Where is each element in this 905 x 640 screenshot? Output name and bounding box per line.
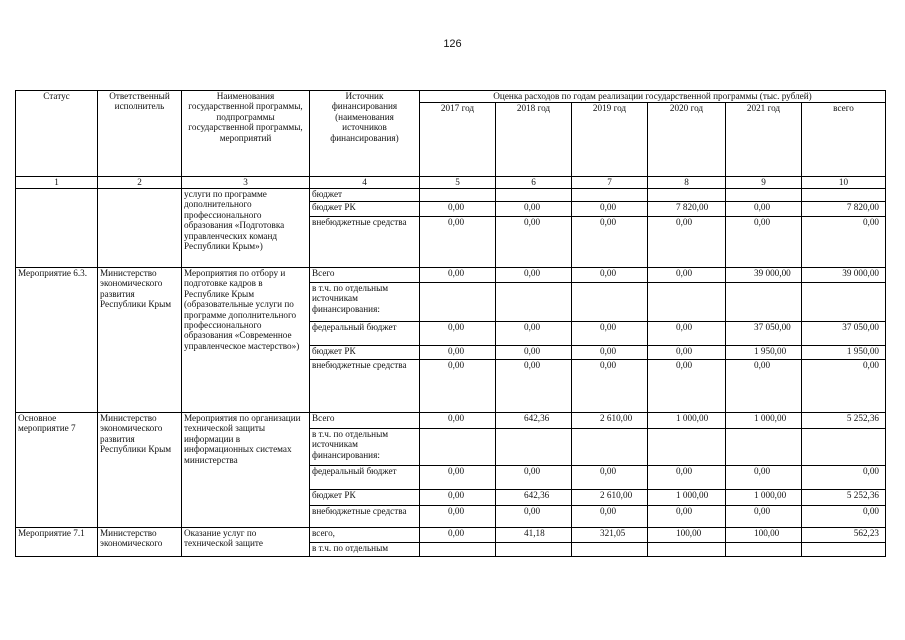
year-value-cell: [648, 543, 726, 557]
year-value-cell: 0,00: [420, 346, 496, 360]
header-year: 2019 год: [572, 103, 648, 177]
table-row: [16, 189, 886, 202]
year-value-cell: 100,00: [726, 528, 802, 543]
funding-source-cell: в т.ч. по отдельным: [310, 543, 420, 557]
total-value-cell: 7 820,00: [802, 202, 886, 217]
year-value-cell: 0,00: [726, 202, 802, 217]
year-value-cell: 0,00: [420, 413, 496, 429]
year-value-cell: 0,00: [572, 506, 648, 528]
column-index: 5: [420, 177, 496, 189]
year-value-cell: 0,00: [420, 466, 496, 490]
year-value-cell: 41,18: [496, 528, 572, 543]
year-value-cell: 0,00: [648, 217, 726, 268]
year-value-cell: 0,00: [420, 202, 496, 217]
funding-source-cell: всего,: [310, 528, 420, 543]
header-year: 2017 год: [420, 103, 496, 177]
year-value-cell: 0,00: [726, 466, 802, 490]
header-estimate: Оценка расходов по годам реализации государственной программы (тыс. рублей): [420, 91, 886, 103]
year-value-cell: 0,00: [572, 346, 648, 360]
column-index: 1: [16, 177, 98, 189]
executor-cell: [98, 189, 182, 268]
column-index: 10: [802, 177, 886, 189]
funding-source-cell: Всего: [310, 413, 420, 429]
total-value-cell: 37 050,00: [802, 322, 886, 346]
executor-cell: Министерство экономического: [98, 528, 182, 557]
total-value-cell: 1 950,00: [802, 346, 886, 360]
funding-source-cell: в т.ч. по отдельным источникам финансирования:: [310, 429, 420, 466]
header-name: Наименования государственной программы, подпрограммы государственной программы, мероприятий: [182, 91, 310, 177]
total-value-cell: 5 252,36: [802, 413, 886, 429]
column-index-row: [16, 177, 886, 189]
year-value-cell: 37 050,00: [726, 322, 802, 346]
year-value-cell: [726, 543, 802, 557]
year-value-cell: 0,00: [648, 466, 726, 490]
year-value-cell: 1 000,00: [648, 490, 726, 506]
year-value-cell: [420, 283, 496, 322]
funding-source-cell: внебюджетные средства: [310, 506, 420, 528]
header-year: 2020 год: [648, 103, 726, 177]
year-value-cell: [496, 543, 572, 557]
year-value-cell: 0,00: [420, 217, 496, 268]
year-value-cell: 0,00: [572, 268, 648, 283]
funding-source-cell: бюджет РК: [310, 202, 420, 217]
year-value-cell: 0,00: [648, 360, 726, 413]
total-value-cell: [802, 189, 886, 202]
status-cell: [16, 189, 98, 268]
status-cell: Мероприятие 7.1: [16, 528, 98, 557]
year-value-cell: 0,00: [496, 217, 572, 268]
total-value-cell: 0,00: [802, 466, 886, 490]
year-value-cell: 100,00: [648, 528, 726, 543]
executor-cell: Министерство экономического развития Республики Крым: [98, 413, 182, 528]
year-value-cell: [648, 429, 726, 466]
header-total: всего: [802, 103, 886, 177]
funding-source-cell: бюджет РК: [310, 346, 420, 360]
total-value-cell: 39 000,00: [802, 268, 886, 283]
year-value-cell: [496, 189, 572, 202]
year-value-cell: 0,00: [496, 268, 572, 283]
header-source: Источник финансирования (наименования источников финансирования): [310, 91, 420, 177]
year-value-cell: 0,00: [648, 506, 726, 528]
total-value-cell: 0,00: [802, 360, 886, 413]
year-value-cell: 1 000,00: [726, 413, 802, 429]
year-value-cell: 1 000,00: [648, 413, 726, 429]
column-index: 6: [496, 177, 572, 189]
funding-source-cell: в т.ч. по отдельным источникам финансирования:: [310, 283, 420, 322]
year-value-cell: 39 000,00: [726, 268, 802, 283]
year-value-cell: 2 610,00: [572, 413, 648, 429]
measure-name-cell: Мероприятия по организации технической защиты информации в информационных системах министерства: [182, 413, 310, 528]
year-value-cell: [648, 283, 726, 322]
measure-name-cell: услуги по программе дополнительного профессионального образования «Подготовка управленческих команд Республики Крым»): [182, 189, 310, 268]
header-executor: Ответственный исполнитель: [98, 91, 182, 177]
year-value-cell: [420, 189, 496, 202]
year-value-cell: 0,00: [572, 466, 648, 490]
year-value-cell: 0,00: [496, 360, 572, 413]
funding-source-cell: внебюджетные средства: [310, 360, 420, 413]
table-body: [16, 189, 886, 557]
total-value-cell: 0,00: [802, 506, 886, 528]
year-value-cell: [572, 189, 648, 202]
expenses-table: [15, 90, 886, 557]
funding-source-cell: внебюджетные средства: [310, 217, 420, 268]
year-value-cell: [726, 283, 802, 322]
status-cell: Мероприятие 6.3.: [16, 268, 98, 413]
year-value-cell: 0,00: [496, 466, 572, 490]
year-value-cell: 0,00: [420, 506, 496, 528]
table-row: [16, 528, 886, 543]
year-value-cell: 0,00: [420, 528, 496, 543]
year-value-cell: 0,00: [572, 202, 648, 217]
year-value-cell: [648, 189, 726, 202]
header-status: Статус: [16, 91, 98, 177]
page-number: 126: [443, 38, 462, 50]
funding-source-cell: Всего: [310, 268, 420, 283]
year-value-cell: 7 820,00: [648, 202, 726, 217]
total-value-cell: [802, 283, 886, 322]
year-value-cell: [420, 543, 496, 557]
table-row: [16, 268, 886, 283]
year-value-cell: 0,00: [496, 202, 572, 217]
year-value-cell: 0,00: [420, 322, 496, 346]
total-value-cell: [802, 429, 886, 466]
measure-name-cell: Мероприятия по отбору и подготовке кадров в Республике Крым (образовательные услуги по программе дополнительного профессионального образования «Современное управленческое мастерство»): [182, 268, 310, 413]
year-value-cell: 321,05: [572, 528, 648, 543]
year-value-cell: 0,00: [420, 360, 496, 413]
year-value-cell: 0,00: [496, 322, 572, 346]
column-index: 9: [726, 177, 802, 189]
year-value-cell: 0,00: [726, 506, 802, 528]
funding-source-cell: бюджет РК: [310, 490, 420, 506]
year-value-cell: [496, 283, 572, 322]
status-cell: Основное мероприятие 7: [16, 413, 98, 528]
year-value-cell: [420, 429, 496, 466]
year-value-cell: 0,00: [572, 217, 648, 268]
year-value-cell: [572, 429, 648, 466]
table-row: [16, 413, 886, 429]
executor-cell: Министерство экономического развития Республики Крым: [98, 268, 182, 413]
year-value-cell: [726, 429, 802, 466]
year-value-cell: [572, 283, 648, 322]
year-value-cell: 0,00: [726, 217, 802, 268]
header-year: 2018 год: [496, 103, 572, 177]
year-value-cell: 0,00: [496, 346, 572, 360]
total-value-cell: [802, 543, 886, 557]
year-value-cell: 0,00: [648, 322, 726, 346]
funding-source-cell: федеральный бюджет: [310, 466, 420, 490]
total-value-cell: 562,23: [802, 528, 886, 543]
total-value-cell: 0,00: [802, 217, 886, 268]
year-value-cell: 1 950,00: [726, 346, 802, 360]
funding-source-cell: федеральный бюджет: [310, 322, 420, 346]
year-value-cell: [572, 543, 648, 557]
column-index: 7: [572, 177, 648, 189]
year-value-cell: 0,00: [726, 360, 802, 413]
year-value-cell: 0,00: [648, 346, 726, 360]
column-index: 3: [182, 177, 310, 189]
column-index: 2: [98, 177, 182, 189]
year-value-cell: 0,00: [496, 506, 572, 528]
total-value-cell: 5 252,36: [802, 490, 886, 506]
year-value-cell: 0,00: [420, 490, 496, 506]
year-value-cell: [496, 429, 572, 466]
header-year: 2021 год: [726, 103, 802, 177]
year-value-cell: 642,36: [496, 490, 572, 506]
year-value-cell: 642,36: [496, 413, 572, 429]
year-value-cell: [726, 189, 802, 202]
year-value-cell: 0,00: [648, 268, 726, 283]
year-value-cell: 0,00: [572, 360, 648, 413]
year-value-cell: 2 610,00: [572, 490, 648, 506]
year-value-cell: 0,00: [572, 322, 648, 346]
measure-name-cell: Оказание услуг по технической защите: [182, 528, 310, 557]
year-value-cell: 1 000,00: [726, 490, 802, 506]
funding-source-cell: бюджет: [310, 189, 420, 202]
year-value-cell: 0,00: [420, 268, 496, 283]
column-index: 4: [310, 177, 420, 189]
column-index: 8: [648, 177, 726, 189]
